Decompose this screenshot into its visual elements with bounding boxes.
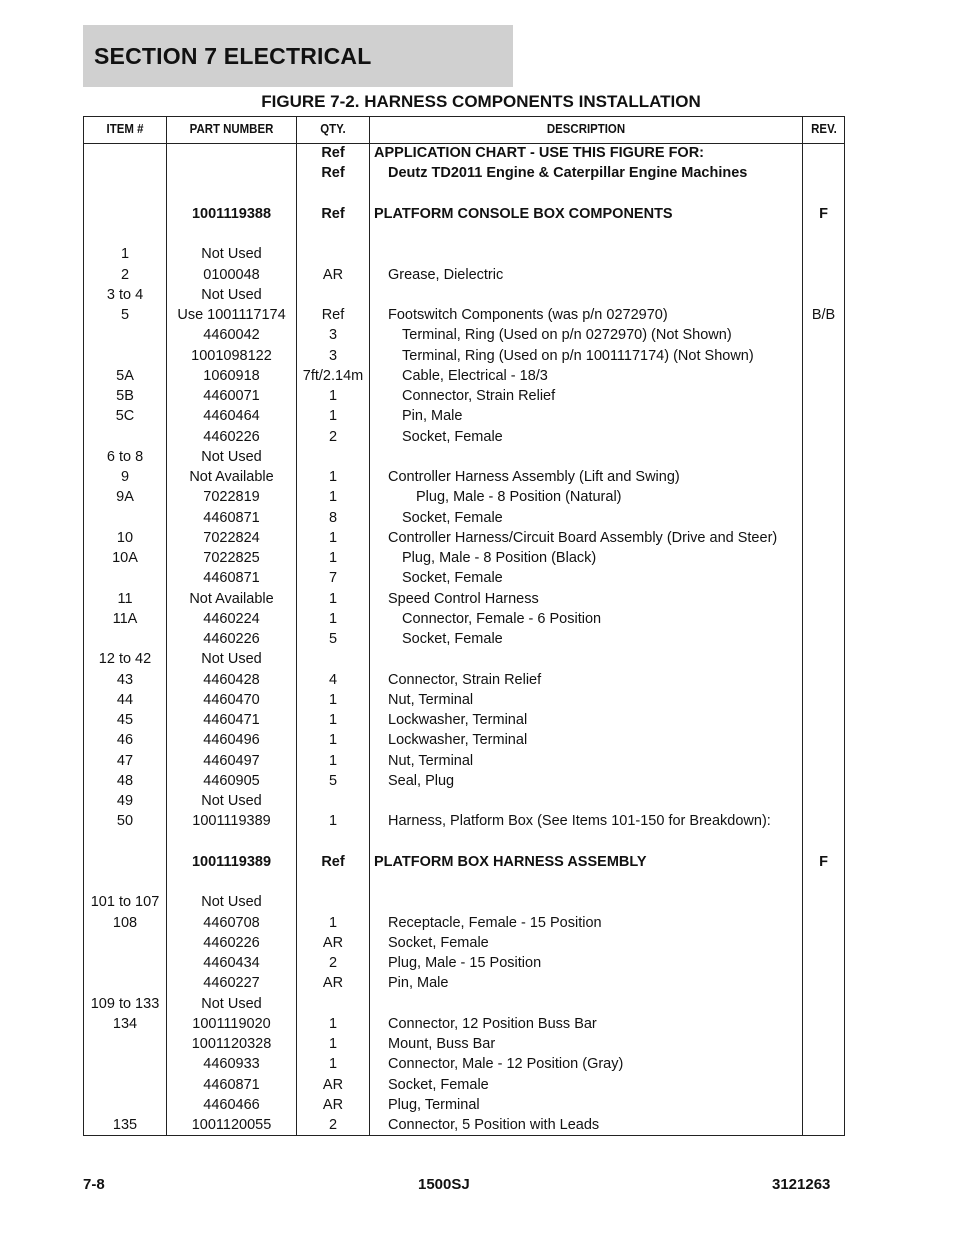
item-cell: 12 to 42	[98, 651, 152, 668]
table-row	[84, 427, 844, 447]
qty-cell: 3	[328, 327, 338, 344]
description-cell: Footswitch Components (was p/n 0272970)	[388, 307, 668, 323]
table-row	[84, 325, 844, 345]
description-cell: Nut, Terminal	[388, 752, 474, 769]
qty-cell: 1	[328, 752, 338, 769]
description-cell: Lockwasher, Terminal	[388, 732, 528, 749]
table-row	[84, 1075, 844, 1095]
figure-title: FIGURE 7-2. HARNESS COMPONENTS INSTALLATION	[261, 92, 701, 111]
table-row	[84, 710, 844, 730]
description-cell: Nut, Terminal	[388, 691, 474, 708]
table-row	[84, 305, 844, 325]
table-row	[84, 670, 844, 690]
table-row	[84, 548, 844, 568]
table-row	[84, 346, 844, 366]
part-number-cell: 1001119388	[191, 205, 272, 222]
description-cell: PLATFORM BOX HARNESS ASSEMBLY	[374, 853, 647, 870]
qty-cell: 2	[328, 428, 338, 445]
description-cell: Controller Harness Assembly (Lift and Swing)	[388, 469, 680, 485]
rev-cell: F	[819, 853, 828, 870]
table-row	[84, 244, 844, 264]
header-description: DESCRIPTION	[546, 121, 626, 136]
part-number-cell: 1001119389	[191, 853, 272, 870]
table-header	[84, 117, 844, 144]
part-number-cell: 4460871	[203, 1076, 260, 1093]
qty-cell: 1	[328, 732, 338, 749]
item-cell: 6 to 8	[106, 448, 144, 465]
table-row	[84, 933, 844, 953]
item-cell: 50	[116, 813, 134, 830]
part-number-cell: 4460933	[203, 1056, 260, 1073]
part-number-cell: Not Used	[201, 448, 262, 465]
table-row	[84, 487, 844, 507]
part-number-cell: 4460071	[203, 388, 260, 404]
table-row	[84, 589, 844, 609]
item-cell: 46	[116, 732, 134, 749]
description-cell: Connector, Female - 6 Position	[402, 610, 602, 627]
part-number-cell: 1060918	[203, 367, 260, 384]
description-cell: Socket, Female	[388, 934, 489, 951]
part-number-cell: Not Used	[201, 286, 262, 303]
item-cell: 11A	[112, 610, 138, 627]
qty-cell: 7	[328, 570, 338, 587]
part-number-cell: 4460226	[203, 934, 260, 951]
part-number-cell: Not Available	[189, 469, 274, 485]
table-row-spacer	[84, 832, 844, 852]
part-number-cell: 4460496	[203, 732, 260, 749]
item-cell: 10A	[112, 550, 138, 566]
part-number-cell: 4460871	[203, 509, 260, 526]
description-cell: APPLICATION CHART - USE THIS FIGURE FOR:	[374, 145, 705, 161]
part-number-cell: 1001120328	[191, 1036, 272, 1052]
table-row	[84, 811, 844, 831]
part-number-cell: 7022819	[203, 489, 260, 506]
qty-cell: 1	[328, 610, 338, 627]
rev-cell: F	[819, 205, 828, 222]
description-cell: Connector, 5 Position with Leads	[388, 1117, 600, 1133]
item-cell: 48	[116, 772, 134, 789]
table-row	[84, 1054, 844, 1074]
table-row	[84, 163, 844, 183]
part-number-cell: Not Available	[189, 590, 274, 607]
table-row	[84, 528, 844, 548]
description-cell: Lockwasher, Terminal	[388, 712, 528, 728]
item-cell: 47	[116, 752, 134, 769]
table-row	[84, 1014, 844, 1034]
qty-cell: 1	[328, 1056, 338, 1073]
part-number-cell: 4460226	[203, 631, 260, 647]
table-row	[84, 1034, 844, 1054]
qty-cell: 5	[328, 631, 338, 647]
description-cell: Connector, Strain Relief	[388, 671, 542, 688]
description-cell: Speed Control Harness	[388, 590, 539, 607]
table-row	[84, 629, 844, 649]
item-cell: 10	[116, 529, 134, 546]
item-cell: 49	[116, 793, 134, 809]
item-cell: 3 to 4	[106, 286, 144, 303]
table-row-spacer	[84, 184, 844, 204]
table-row	[84, 973, 844, 993]
part-number-cell: 1001119020	[192, 1015, 271, 1032]
qty-cell: 1	[328, 691, 338, 708]
description-cell: Pin, Male	[388, 975, 449, 992]
table-row	[84, 508, 844, 528]
table-row-spacer	[84, 224, 844, 244]
description-cell: Cable, Electrical - 18/3	[402, 367, 548, 384]
table-row	[84, 265, 844, 285]
qty-cell: 1	[328, 914, 338, 931]
qty-cell: 2	[328, 1117, 338, 1133]
table-row	[84, 690, 844, 710]
description-cell: Grease, Dielectric	[388, 266, 504, 283]
part-number-cell: 4460464	[203, 408, 260, 425]
part-number-cell: 0100048	[203, 266, 260, 283]
table-row	[84, 791, 844, 811]
qty-cell: AR	[322, 934, 344, 951]
item-cell: 1	[120, 246, 130, 263]
description-cell: Deutz TD2011 Engine & Caterpillar Engine Machines	[388, 165, 748, 182]
part-number-cell: Not Used	[201, 793, 262, 809]
part-number-cell: 4460466	[203, 1096, 260, 1113]
part-number-cell: 4460471	[203, 712, 260, 728]
page-number: 7-8	[83, 1176, 105, 1193]
qty-cell: AR	[322, 975, 344, 992]
table-row	[84, 1095, 844, 1115]
part-number-cell: 4460226	[203, 428, 260, 445]
qty-cell: 1	[328, 469, 338, 485]
description-cell: PLATFORM CONSOLE BOX COMPONENTS	[374, 205, 673, 222]
item-cell: 109 to 133	[90, 995, 160, 1012]
part-number-cell: Not Used	[201, 246, 262, 263]
table-row	[84, 406, 844, 426]
header-item: ITEM #	[106, 121, 144, 136]
document-number: 3121263	[772, 1176, 831, 1193]
item-cell: 43	[116, 671, 134, 688]
table-row-spacer	[84, 872, 844, 892]
table-row	[84, 204, 844, 224]
qty-cell: Ref	[321, 145, 345, 161]
table-row	[84, 994, 844, 1014]
qty-cell: AR	[322, 1076, 344, 1093]
qty-cell: AR	[322, 1096, 344, 1113]
item-cell: 5A	[116, 367, 134, 384]
item-cell: 135	[112, 1117, 138, 1133]
header-qty: QTY.	[320, 121, 346, 136]
description-cell: Socket, Female	[402, 509, 503, 526]
item-cell: 2	[120, 266, 130, 283]
description-cell: Harness, Platform Box (See Items 101-150 for Breakdown):	[388, 813, 771, 830]
header-part-number: PART NUMBER	[189, 121, 274, 136]
table-row	[84, 447, 844, 467]
parts-table	[83, 116, 845, 1136]
table-row	[84, 1115, 844, 1135]
description-cell: Socket, Female	[402, 570, 503, 587]
qty-cell: 4	[328, 671, 338, 688]
description-cell: Plug, Terminal	[388, 1096, 480, 1113]
item-cell: 45	[116, 712, 134, 728]
description-cell: Plug, Male - 8 Position (Black)	[402, 550, 597, 566]
qty-cell: 2	[328, 955, 338, 971]
part-number-cell: 4460497	[203, 752, 260, 769]
header-rev: REV.	[811, 121, 837, 136]
description-cell: Mount, Buss Bar	[388, 1036, 496, 1052]
item-cell: 134	[112, 1015, 138, 1032]
qty-cell: 1	[328, 813, 338, 830]
rev-cell: B/B	[811, 307, 836, 323]
description-cell: Terminal, Ring (Used on p/n 0272970) (Not Shown)	[402, 327, 732, 344]
description-cell: Connector, Male - 12 Position (Gray)	[388, 1056, 624, 1073]
qty-cell: 1	[328, 1015, 338, 1032]
table-row	[84, 953, 844, 973]
part-number-cell: 7022824	[203, 529, 260, 546]
part-number-cell: 4460434	[203, 955, 260, 971]
part-number-cell: 1001120055	[191, 1117, 272, 1133]
description-cell: Plug, Male - 8 Position (Natural)	[416, 489, 622, 506]
table-row	[84, 609, 844, 629]
qty-cell: 5	[328, 772, 338, 789]
description-cell: Seal, Plug	[388, 772, 455, 789]
table-row	[84, 386, 844, 406]
item-cell: 5	[120, 307, 130, 323]
description-cell: Pin, Male	[402, 408, 463, 425]
table-row	[84, 649, 844, 669]
section-header	[83, 25, 513, 87]
table-row	[84, 366, 844, 386]
description-cell: Plug, Male - 15 Position	[388, 955, 542, 971]
qty-cell: Ref	[321, 307, 345, 323]
table-row	[84, 568, 844, 588]
part-number-cell: 4460042	[203, 327, 260, 344]
qty-cell: 1	[328, 590, 338, 607]
item-cell: 11	[117, 590, 133, 607]
qty-cell: 8	[328, 509, 338, 526]
item-cell: 101 to 107	[90, 894, 160, 911]
table-row	[84, 143, 844, 163]
qty-cell: 1	[328, 489, 338, 506]
part-number-cell: 4460871	[203, 570, 260, 587]
part-number-cell: 4460905	[203, 772, 260, 789]
part-number-cell: 4460428	[203, 671, 260, 688]
description-cell: Connector, 12 Position Buss Bar	[388, 1015, 597, 1032]
part-number-cell: 4460224	[203, 610, 260, 627]
table-row	[84, 771, 844, 791]
part-number-cell: 4460227	[203, 975, 260, 992]
qty-cell: Ref	[321, 853, 345, 870]
description-cell: Socket, Female	[388, 1076, 489, 1093]
qty-cell: 1	[328, 408, 338, 425]
part-number-cell: 7022825	[203, 550, 260, 566]
table-row	[84, 285, 844, 305]
table-row	[84, 467, 844, 487]
part-number-cell: Use 1001117174	[177, 307, 286, 323]
qty-cell: 1	[328, 388, 338, 404]
qty-cell: Ref	[321, 165, 345, 182]
table-row	[84, 751, 844, 771]
qty-cell: AR	[322, 266, 344, 283]
item-cell: 44	[116, 691, 134, 708]
model-name: 1500SJ	[418, 1176, 470, 1193]
description-cell: Receptacle, Female - 15 Position	[388, 914, 602, 931]
table-row	[84, 913, 844, 933]
qty-cell: 1	[328, 550, 338, 566]
part-number-cell: Not Used	[201, 651, 262, 668]
description-cell: Terminal, Ring (Used on p/n 1001117174) (Not Shown)	[402, 347, 754, 364]
item-cell: 9	[120, 469, 130, 485]
qty-cell: 7ft/2.14m	[302, 367, 364, 384]
description-cell: Socket, Female	[402, 631, 503, 647]
part-number-cell: Not Used	[201, 894, 262, 911]
description-cell: Socket, Female	[402, 428, 503, 445]
qty-cell: 1	[328, 529, 338, 546]
qty-cell: 1	[328, 1036, 338, 1052]
section-title: SECTION 7 ELECTRICAL	[94, 43, 372, 69]
qty-cell: 1	[328, 712, 338, 728]
table-row	[84, 730, 844, 750]
part-number-cell: Not Used	[201, 995, 262, 1012]
description-cell: Connector, Strain Relief	[402, 388, 556, 404]
item-cell: 9A	[116, 489, 134, 506]
item-cell: 5C	[115, 408, 135, 425]
part-number-cell: 1001119389	[192, 813, 271, 830]
part-number-cell: 4460708	[203, 914, 260, 931]
item-cell: 5B	[116, 388, 134, 404]
qty-cell: Ref	[321, 205, 345, 222]
qty-cell: 3	[328, 347, 338, 364]
item-cell: 108	[112, 914, 138, 931]
part-number-cell: 1001098122	[191, 347, 272, 364]
description-cell: Controller Harness/Circuit Board Assembly (Drive and Steer)	[388, 529, 778, 546]
table-row	[84, 852, 844, 872]
part-number-cell: 4460470	[203, 691, 260, 708]
table-row	[84, 892, 844, 912]
